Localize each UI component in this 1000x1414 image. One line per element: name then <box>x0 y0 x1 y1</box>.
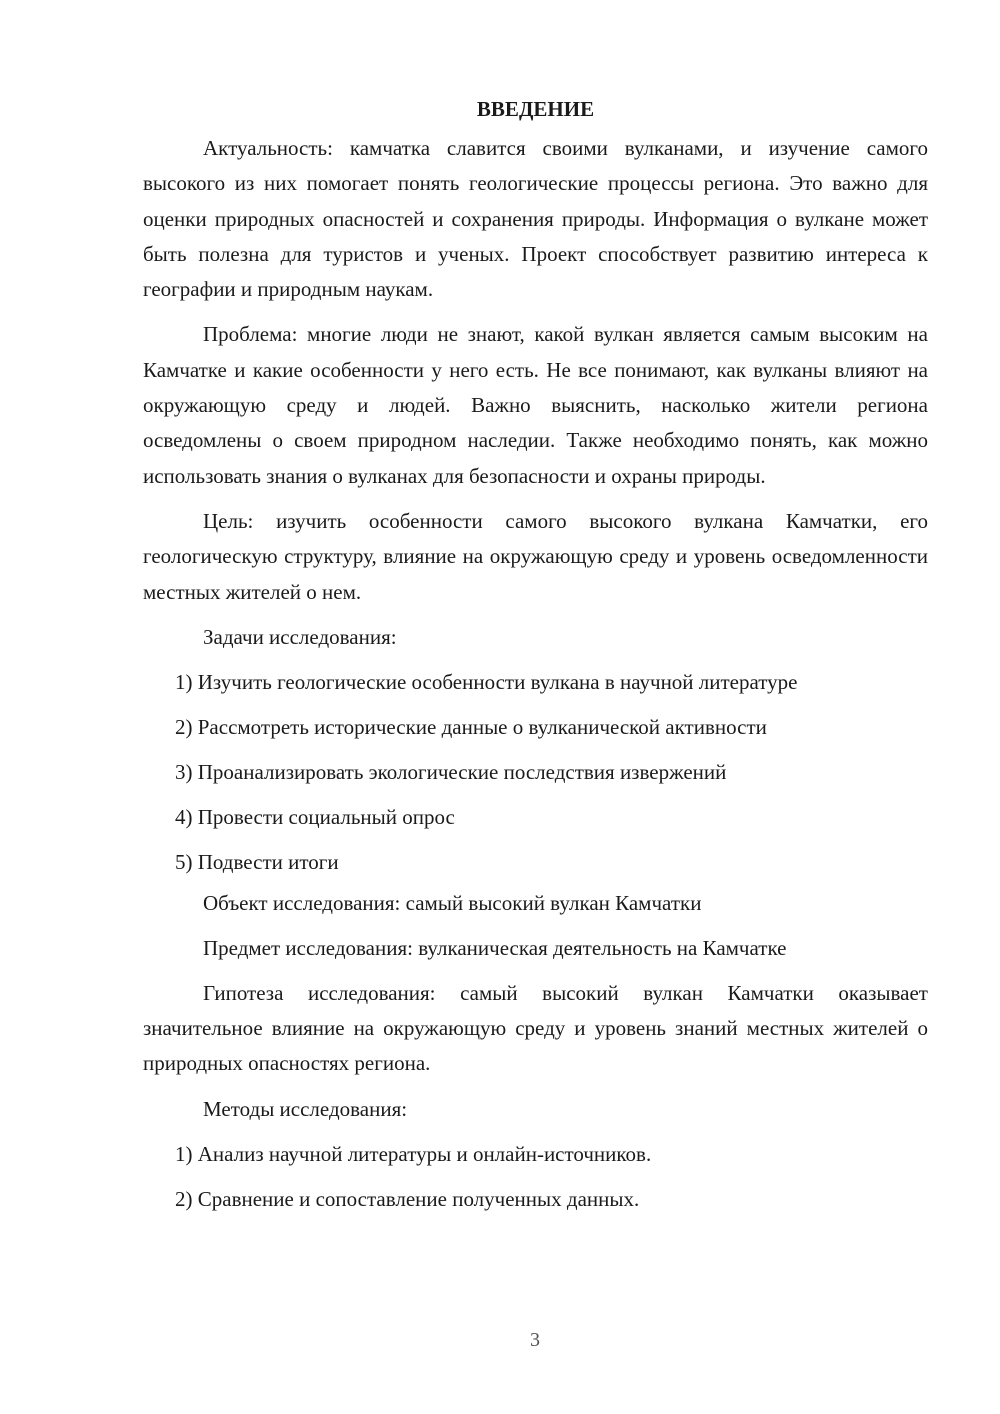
relevance-paragraph: Актуальность: камчатка славится своими вулканами, и изучение самого высокого из них помогает понять геологические процессы региона. Это важно для оценки природных опасностей и сохранения природы. Информация о вулкане может быть полезна для туристов и ученых. Проект способствует развитию интереса к географии и природным наукам. <box>143 136 928 302</box>
goal-paragraph: Цель: изучить особенности самого высокого вулкана Камчатки, его геологическую структуру, влияние на окружающую среду и уровень осведомленности местных жителей о нем. <box>143 508 928 604</box>
task-item: 4) Провести социальный опрос <box>175 804 455 829</box>
problem-paragraph: Проблема: многие люди не знают, какой вулкан является самым высоким на Камчатке и какие особенности у него есть. Не все понимают, как вулканы влияют на окружающую среду и людей. Важно выяснить, насколько жители региона осведомлены о своем природном наследии. Также необходимо понять, как можно использовать знания о вулканах для безопасности и охраны природы. <box>143 322 928 488</box>
page-number: 3 <box>530 1329 540 1351</box>
tasks-label: Задачи исследования: <box>203 624 397 649</box>
research-object: Объект исследования: самый высокий вулкан Камчатки <box>203 890 702 915</box>
task-item: 2) Рассмотреть исторические данные о вулканической активности <box>175 714 767 739</box>
method-item: 1) Анализ научной литературы и онлайн-источников. <box>175 1141 652 1166</box>
research-subject: Предмет исследования: вулканическая деятельность на Камчатке <box>203 935 787 960</box>
methods-label: Методы исследования: <box>203 1096 408 1121</box>
task-item: 1) Изучить геологические особенности вулкана в научной литературе <box>175 669 798 694</box>
document-page <box>143 92 928 1227</box>
method-item: 2) Сравнение и сопоставление полученных данных. <box>175 1186 640 1211</box>
hypothesis-paragraph: Гипотеза исследования: самый высокий вулкан Камчатки оказывает значительное влияние на окружающую среду и уровень знаний местных жителей о природных опасностях региона. <box>143 980 928 1076</box>
task-item: 3) Проанализировать экологические последствия извержений <box>175 759 727 784</box>
task-item: 5) Подвести итоги <box>175 849 339 874</box>
section-heading: ВВЕДЕНИЕ <box>476 97 595 121</box>
